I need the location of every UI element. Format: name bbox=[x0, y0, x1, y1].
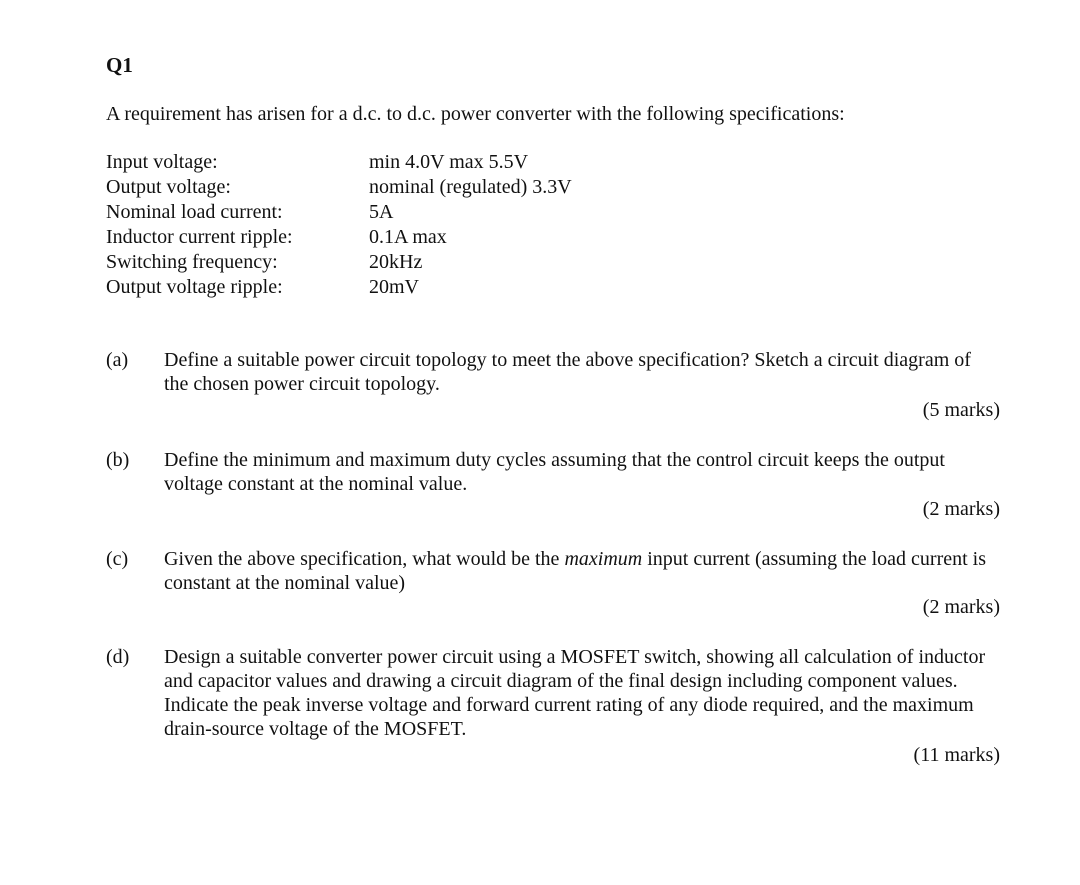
spec-value: 0.1A max bbox=[369, 226, 447, 248]
spec-label: Output voltage ripple: bbox=[106, 276, 283, 298]
part-b bbox=[106, 448, 1000, 522]
part-letter: (a) bbox=[106, 349, 129, 371]
question-number: Q1 bbox=[106, 53, 133, 77]
part-text-emphasis: maximum bbox=[564, 548, 643, 570]
spec-label: Input voltage: bbox=[106, 151, 218, 173]
part-letter: (b) bbox=[106, 449, 130, 471]
part-text bbox=[164, 547, 1000, 595]
part-text-after: input current (assuming the load current is constant at the nominal value) bbox=[164, 548, 987, 594]
part-d bbox=[106, 645, 1000, 769]
marks-label: (2 marks) bbox=[922, 498, 1000, 520]
specifications-list bbox=[106, 150, 572, 300]
spec-label: Output voltage: bbox=[106, 176, 231, 198]
spec-row-load-current bbox=[106, 200, 572, 225]
marks-label: (11 marks) bbox=[913, 744, 1000, 766]
marks-label: (5 marks) bbox=[922, 399, 1000, 421]
spec-value: 20kHz bbox=[369, 251, 423, 273]
spec-value: 5A bbox=[369, 201, 394, 223]
part-text-before: Given the above specification, what would be the bbox=[164, 548, 565, 570]
spec-label: Nominal load current: bbox=[106, 201, 283, 223]
spec-value: 20mV bbox=[369, 276, 419, 298]
spec-label: Inductor current ripple: bbox=[106, 226, 293, 248]
part-a bbox=[106, 348, 1000, 422]
spec-label: Switching frequency: bbox=[106, 251, 278, 273]
spec-row-output-voltage bbox=[106, 175, 572, 200]
part-text: Define a suitable power circuit topology to meet the above specification? Sketch a circuit diagram of the chosen power circuit topology. bbox=[164, 349, 971, 395]
part-c bbox=[106, 547, 1000, 621]
question-intro: A requirement has arisen for a d.c. to d.c. power converter with the following specifications: bbox=[106, 103, 845, 125]
spec-value: min 4.0V max 5.5V bbox=[369, 151, 529, 173]
spec-row-inductor-ripple bbox=[106, 225, 572, 250]
part-text: Design a suitable converter power circuit using a MOSFET switch, showing all calculation of inductor and capacitor values and drawing a circuit diagram of the final design including component values. Indicate the peak inverse voltage and forward current rating of any diode required, and the maximum drain-source voltage of the MOSFET. bbox=[164, 646, 986, 740]
spec-row-switching-frequency bbox=[106, 250, 572, 275]
spec-row-input-voltage bbox=[106, 150, 572, 175]
marks-label: (2 marks) bbox=[922, 596, 1000, 618]
spec-value: nominal (regulated) 3.3V bbox=[369, 176, 572, 198]
part-letter: (c) bbox=[106, 548, 129, 570]
spec-row-output-ripple bbox=[106, 275, 572, 300]
part-letter: (d) bbox=[106, 646, 130, 668]
part-text: Define the minimum and maximum duty cycles assuming that the control circuit keeps the output voltage constant at the nominal value. bbox=[164, 449, 945, 495]
